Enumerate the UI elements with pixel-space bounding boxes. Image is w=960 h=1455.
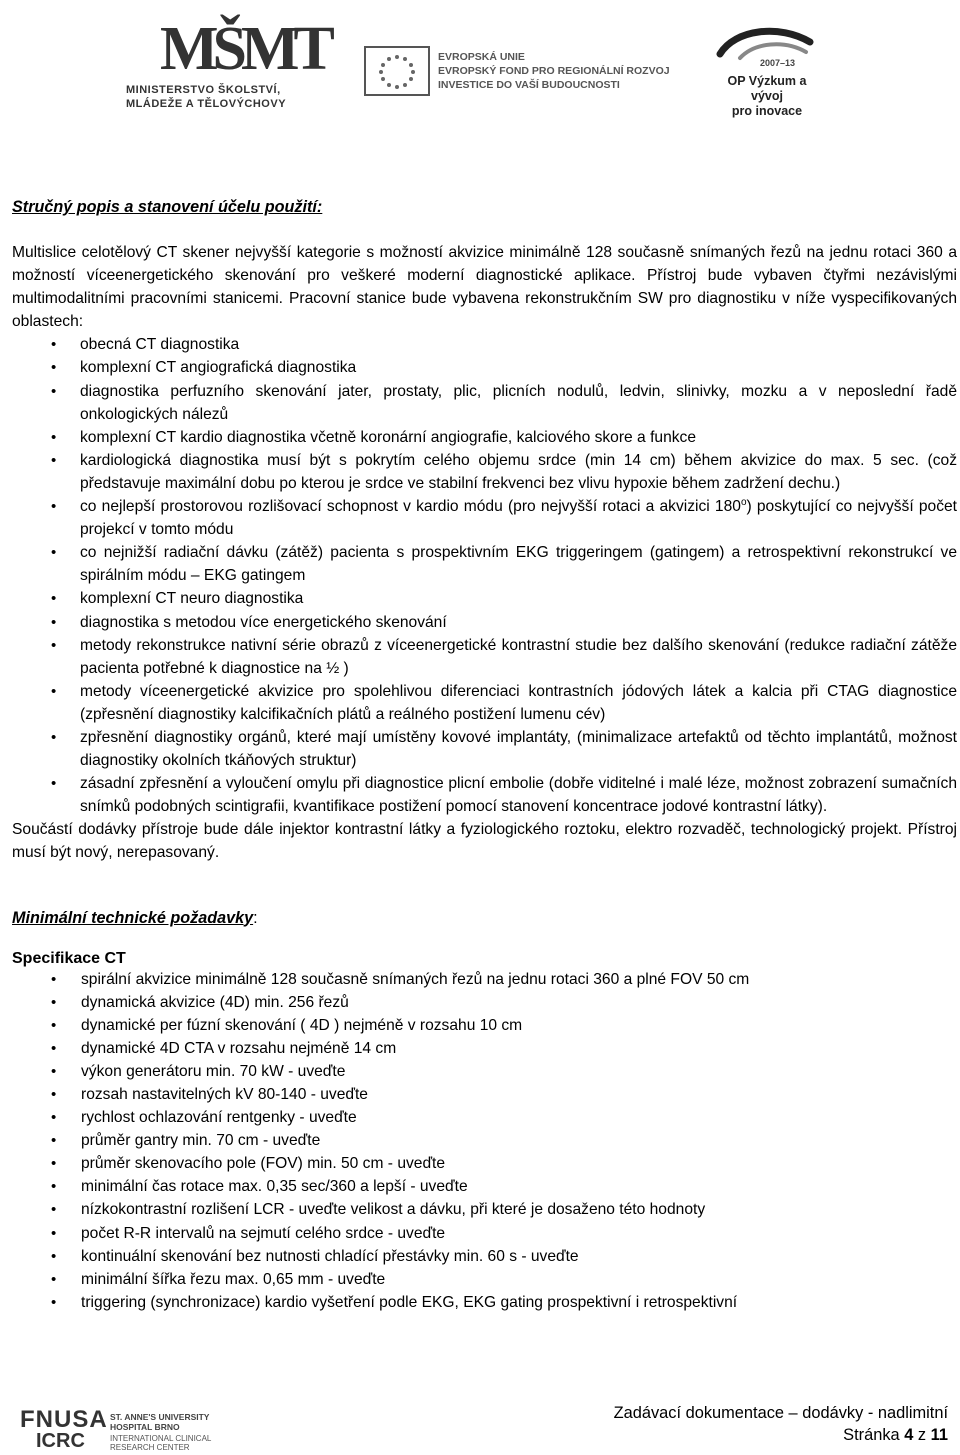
list-item: • průměr skenovacího pole (FOV) min. 50 cm - uveďte bbox=[12, 1152, 957, 1175]
list-item: • rozsah nastavitelných kV 80-140 - uveďte bbox=[12, 1083, 957, 1106]
fnusa-icrc-logo bbox=[6, 1408, 236, 1454]
list-item: • dynamické per fúzní skenování ( 4D ) nejméně v rozsahu 10 cm bbox=[12, 1014, 957, 1037]
list-item: • co nejnižší radiační dávku (zátěž) pacienta s prospektivním EKG triggeringem (gatingem) a retrospektivní rekonstrukcí ve spirálním módu – EKG gatingem bbox=[12, 541, 957, 587]
list-item: • průměr gantry min. 70 cm - uveďte bbox=[12, 1129, 957, 1152]
list-item: • kontinuální skenování bez nutnosti chladící přestávky min. 60 s - uveďte bbox=[12, 1245, 957, 1268]
list-item: • co nejlepší prostorovou rozlišovací schopnost v kardio módu (pro nejvyšší rotaci a akvizici 180$^o$) poskytující co nejvyšší počet projekcí v tomto módu bbox=[12, 495, 957, 541]
op-logo-years: 2007–13 bbox=[760, 58, 796, 68]
list-item: • metody rekonstrukce nativní série obrazů z víceenergetické kontrastní studie bez dalšího skenování (redukce radiační zátěže pacienta potřebné k diagnostice na ½ ) bbox=[12, 634, 957, 680]
section-heading-requirements: Minimální technické požadavky: bbox=[12, 908, 258, 927]
list-item: • komplexní CT angiografická diagnostika bbox=[12, 356, 957, 379]
fnusa-center-line2: RESEARCH CENTER bbox=[110, 1443, 190, 1452]
list-item: • zásadní zpřesnění a vyloučení omylu při diagnostice plicní embolie (dobře viditelné i malé léze, možnost zobrazení sumačních snímků podobných scintigrafii, kvantifikace postižení pomocí stanovení koncentrace jodové kontrastní látky). bbox=[12, 772, 957, 818]
closing-paragraph: Součástí dodávky přístroje bude dále injektor kontrastní látky a fyziologického roztoku, elektro rozvaděč, technologický projekt. Přístroj musí být nový, nerepasovaný. bbox=[12, 821, 957, 862]
list-item: • minimální šířka řezu max. 0,65 mm - uveďte bbox=[12, 1268, 957, 1291]
list-item: • komplexní CT kardio diagnostika včetně koronární angiografie, kalciového skore a funkce bbox=[12, 426, 957, 449]
list-item: • diagnostika perfuzního skenování jater, prostaty, plic, plicních nodulů, ledvin, slinivky, mozku a v neposlední řadě onkologických nálezů bbox=[12, 380, 957, 426]
header-logos bbox=[0, 0, 960, 125]
op-logo-line1: OP Výzkum a vývoj bbox=[727, 74, 807, 103]
eu-flag-icon bbox=[364, 46, 430, 96]
list-item: • dynamická akvizice (4D) min. 256 řezů bbox=[12, 991, 957, 1014]
section-heading-purpose: Stručný popis a stanovení účelu použití: bbox=[12, 198, 323, 216]
op-logo-line2: pro inovace bbox=[731, 104, 803, 118]
list-item: • nízkokontrastní rozlišení LCR - uveďte velikost a dávku, při které je dosaženo této hodnoty bbox=[12, 1198, 957, 1221]
list-item: • triggering (synchronizace) kardio vyšetření podle EKG, EKG gating prospektivní i retrospektivní bbox=[12, 1291, 957, 1314]
list-item: • diagnostika s metodou více energetického skenování bbox=[12, 611, 957, 634]
eu-logo-line2: EVROPSKÝ FOND PRO REGIONÁLNÍ ROZVOJ bbox=[438, 65, 670, 77]
fnusa-hospital-line2: HOSPITAL BRNO bbox=[110, 1422, 180, 1432]
spec-subheading: Specifikace CT bbox=[12, 949, 126, 967]
page-number: Stránka 4 z 11 bbox=[843, 1426, 948, 1444]
msmt-logo-line2: MLÁDEŽE A TĚLOVÝCHOVY bbox=[126, 98, 287, 110]
msmt-logo-line1: MINISTERSTVO ŠKOLSTVÍ, bbox=[126, 84, 281, 96]
list-item: • zpřesnění diagnostiky orgánů, které mají umístěny kovové implantáty, (minimalizace artefaktů od těchto implantátů, možnost diagnostiky okolních tkáňových struktur) bbox=[12, 726, 957, 772]
fnusa-logo-sub: ICRC bbox=[36, 1430, 85, 1452]
eu-logo-line3: INVESTICE DO VAŠÍ BUDOUCNOSTI bbox=[438, 79, 620, 91]
fnusa-center-line1: INTERNATIONAL CLINICAL bbox=[110, 1434, 212, 1443]
op-vavpi-logo bbox=[700, 24, 840, 118]
list-item: • minimální čas rotace max. 0,35 sec/360 a lepší - uveďte bbox=[12, 1175, 957, 1198]
footer-doc-title: Zadávací dokumentace – dodávky - nadlimitní bbox=[613, 1404, 948, 1422]
list-item: • kardiologická diagnostika musí být s pokrytím celého objemu srdce (min 14 cm) během akvizice do max. 5 sec. (což představuje maximální dobu po kterou je srdce ve stabilní frekvenci bez vlivu hypoxie během zadržení dechu.) bbox=[12, 449, 957, 495]
list-item: • spirální akvizice minimálně 128 současně snímaných řezů na jednu rotaci 360 a plné FOV 50 cm bbox=[12, 968, 957, 991]
page-footer bbox=[614, 1402, 948, 1446]
msmt-logo bbox=[118, 15, 329, 113]
fnusa-hospital-line1: ST. ANNE'S UNIVERSITY bbox=[110, 1412, 210, 1422]
list-item: • metody víceenergetické akvizice pro spolehlivou diferenciaci kontrastních jódových látek a kalcia při CTAG diagnostice (zpřesnění diagnostiky kalcifikačních plátů a reálného postižení lumenu cév) bbox=[12, 680, 957, 726]
main-content bbox=[12, 198, 957, 1314]
list-item: • komplexní CT neuro diagnostika bbox=[12, 587, 957, 610]
eu-logo-line1: EVROPSKÁ UNIE bbox=[438, 51, 525, 63]
list-item: • obecná CT diagnostika bbox=[12, 333, 957, 356]
list-item: • počet R-R intervalů na sejmutí celého srdce - uveďte bbox=[12, 1222, 957, 1245]
msmt-logo-mark: MŠMT bbox=[160, 15, 329, 83]
fnusa-logo-main: FNUSA bbox=[20, 1406, 108, 1433]
list-item: • rychlost ochlazování rentgenky - uveďte bbox=[12, 1106, 957, 1129]
eu-logo bbox=[364, 34, 670, 114]
list-item: • výkon generátoru min. 70 kW - uveďte bbox=[12, 1060, 957, 1083]
spec-list bbox=[12, 968, 957, 1314]
intro-paragraph: Multislice celotělový CT skener nejvyšší kategorie s možností akvizice minimálně 128 současně snímaných řezů na jednu rotaci 360 a možností víceenergetického skenování pro veškeré moderní diagnostické aplikace. Přístroj bude vybaven čtyřmi nezávislými multimodalitními pracovními stanicemi. Pracovní stanice bude vybavena rekonstrukčním SW pro diagnostiku v níže vyspecifikovaných oblastech: bbox=[12, 244, 957, 331]
list-item: • dynamické 4D CTA v rozsahu nejméně 14 cm bbox=[12, 1037, 957, 1060]
purpose-list bbox=[12, 333, 957, 818]
